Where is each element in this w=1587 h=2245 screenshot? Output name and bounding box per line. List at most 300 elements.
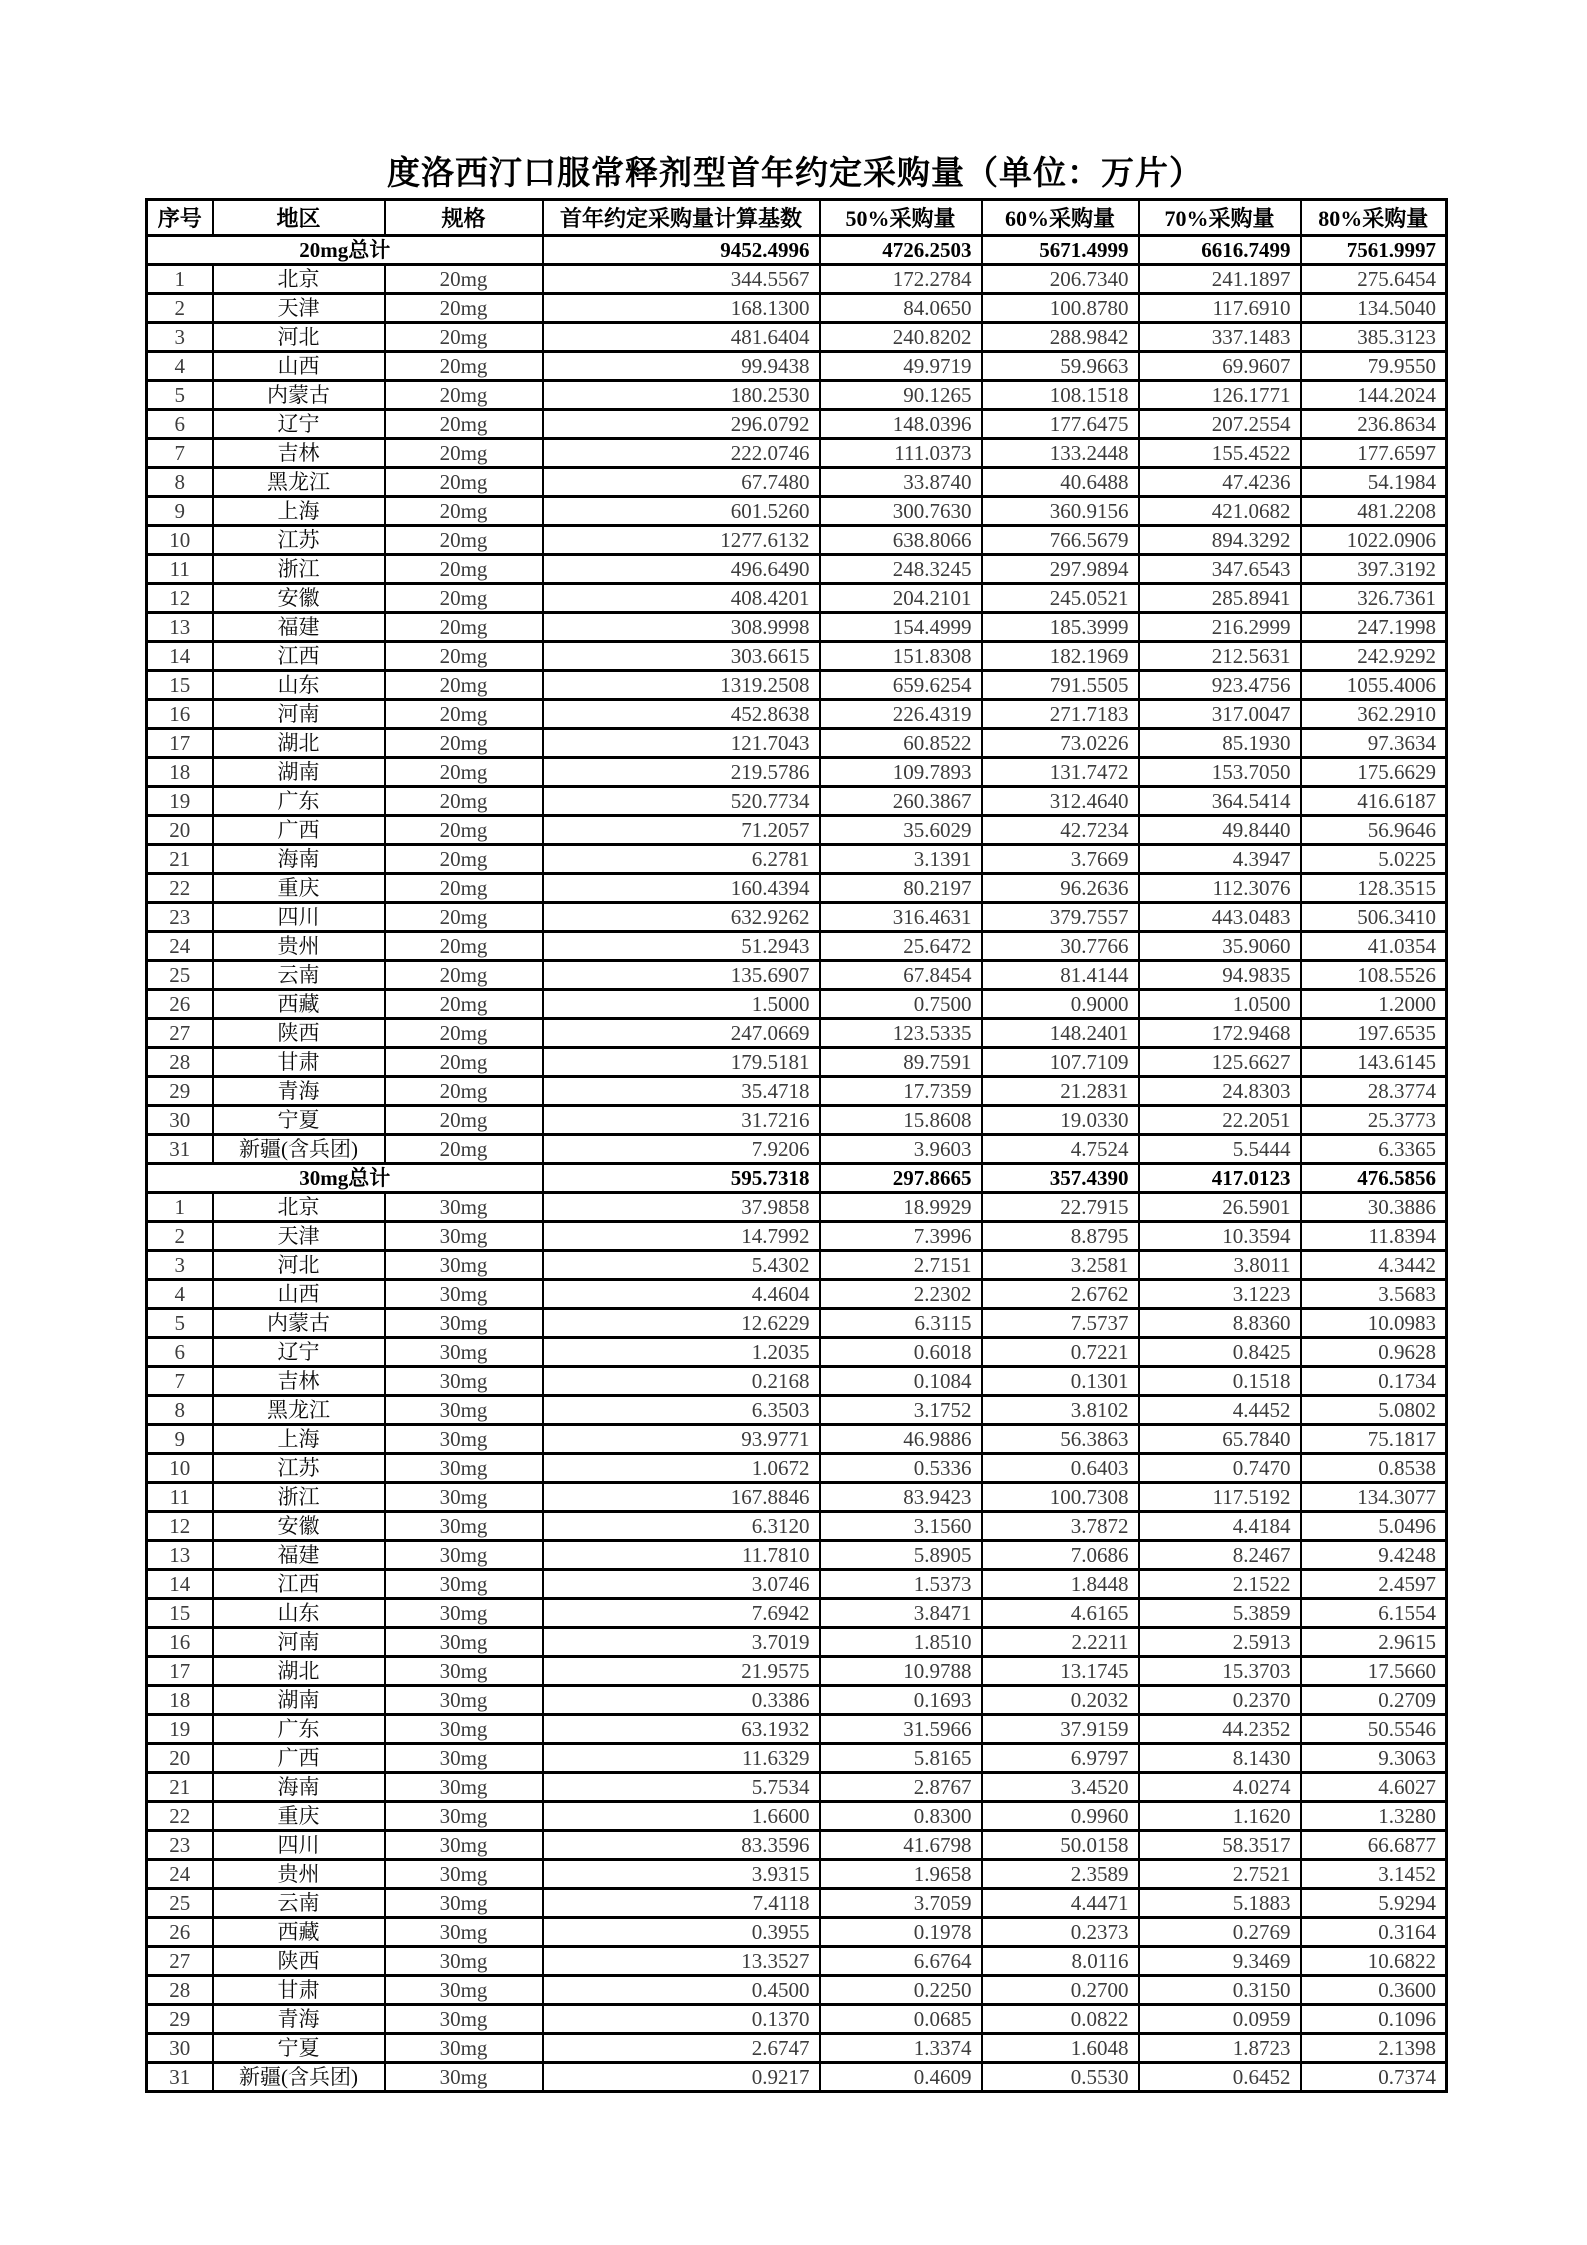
- row-number-cell: 5: [147, 381, 213, 410]
- value-cell: 12.6229: [543, 1309, 820, 1338]
- region-cell: 安徽: [213, 584, 385, 613]
- table-row: [147, 265, 1447, 294]
- value-cell: 443.0483: [1139, 903, 1301, 932]
- value-cell: 3.1752: [820, 1396, 982, 1425]
- value-cell: 18.9929: [820, 1193, 982, 1222]
- row-number-cell: 10: [147, 1454, 213, 1483]
- value-cell: 58.3517: [1139, 1831, 1301, 1860]
- value-cell: 44.2352: [1139, 1715, 1301, 1744]
- value-cell: 481.6404: [543, 323, 820, 352]
- value-cell: 206.7340: [982, 265, 1139, 294]
- value-cell: 4.4471: [982, 1889, 1139, 1918]
- region-cell: 陕西: [213, 1019, 385, 1048]
- row-number-cell: 20: [147, 816, 213, 845]
- row-number-cell: 21: [147, 845, 213, 874]
- value-cell: 6.3365: [1301, 1135, 1447, 1164]
- spec-cell: 30mg: [385, 1367, 543, 1396]
- value-cell: 5.3859: [1139, 1599, 1301, 1628]
- value-cell: 4.3947: [1139, 845, 1301, 874]
- spec-cell: 20mg: [385, 671, 543, 700]
- region-cell: 河北: [213, 1251, 385, 1280]
- value-cell: 22.7915: [982, 1193, 1139, 1222]
- spec-cell: 30mg: [385, 1744, 543, 1773]
- row-number-cell: 18: [147, 1686, 213, 1715]
- value-cell: 1.9658: [820, 1860, 982, 1889]
- value-cell: 0.2032: [982, 1686, 1139, 1715]
- value-cell: 1.0500: [1139, 990, 1301, 1019]
- spec-cell: 20mg: [385, 265, 543, 294]
- section-total-value: 4726.2503: [820, 236, 982, 265]
- value-cell: 216.2999: [1139, 613, 1301, 642]
- value-cell: 2.5913: [1139, 1628, 1301, 1657]
- row-number-cell: 25: [147, 961, 213, 990]
- value-cell: 54.1984: [1301, 468, 1447, 497]
- value-cell: 632.9262: [543, 903, 820, 932]
- value-cell: 83.3596: [543, 1831, 820, 1860]
- row-number-cell: 2: [147, 294, 213, 323]
- section-total-row: [147, 1164, 1447, 1193]
- region-cell: 湖南: [213, 758, 385, 787]
- spec-cell: 30mg: [385, 1628, 543, 1657]
- value-cell: 212.5631: [1139, 642, 1301, 671]
- value-cell: 2.6762: [982, 1280, 1139, 1309]
- value-cell: 107.7109: [982, 1048, 1139, 1077]
- table-row: [147, 468, 1447, 497]
- value-cell: 0.2250: [820, 1976, 982, 2005]
- procurement-table: [145, 198, 1448, 2093]
- value-cell: 6.3503: [543, 1396, 820, 1425]
- value-cell: 35.6029: [820, 816, 982, 845]
- table-row: [147, 2063, 1447, 2092]
- value-cell: 5.0496: [1301, 1512, 1447, 1541]
- table-row: [147, 555, 1447, 584]
- value-cell: 0.1978: [820, 1918, 982, 1947]
- value-cell: 0.4500: [543, 1976, 820, 2005]
- region-cell: 山西: [213, 352, 385, 381]
- value-cell: 81.4144: [982, 961, 1139, 990]
- value-cell: 60.8522: [820, 729, 982, 758]
- value-cell: 14.7992: [543, 1222, 820, 1251]
- value-cell: 408.4201: [543, 584, 820, 613]
- row-number-cell: 4: [147, 352, 213, 381]
- value-cell: 67.8454: [820, 961, 982, 990]
- region-cell: 湖南: [213, 1686, 385, 1715]
- row-number-cell: 3: [147, 323, 213, 352]
- value-cell: 3.1452: [1301, 1860, 1447, 1889]
- value-cell: 1.6600: [543, 1802, 820, 1831]
- region-cell: 重庆: [213, 874, 385, 903]
- table-row: [147, 1773, 1447, 1802]
- value-cell: 236.8634: [1301, 410, 1447, 439]
- spec-cell: 20mg: [385, 758, 543, 787]
- col-header-80pct: 80%采购量: [1301, 200, 1447, 236]
- row-number-cell: 31: [147, 2063, 213, 2092]
- row-number-cell: 31: [147, 1135, 213, 1164]
- table-row: [147, 526, 1447, 555]
- value-cell: 24.8303: [1139, 1077, 1301, 1106]
- value-cell: 222.0746: [543, 439, 820, 468]
- value-cell: 135.6907: [543, 961, 820, 990]
- region-cell: 山西: [213, 1280, 385, 1309]
- value-cell: 11.7810: [543, 1541, 820, 1570]
- table-row: [147, 2034, 1447, 2063]
- value-cell: 8.1430: [1139, 1744, 1301, 1773]
- row-number-cell: 13: [147, 1541, 213, 1570]
- table-row: [147, 1367, 1447, 1396]
- value-cell: 6.1554: [1301, 1599, 1447, 1628]
- value-cell: 2.7521: [1139, 1860, 1301, 1889]
- region-cell: 北京: [213, 265, 385, 294]
- value-cell: 0.1370: [543, 2005, 820, 2034]
- spec-cell: 20mg: [385, 729, 543, 758]
- row-number-cell: 5: [147, 1309, 213, 1338]
- value-cell: 10.9788: [820, 1657, 982, 1686]
- value-cell: 2.4597: [1301, 1570, 1447, 1599]
- value-cell: 47.4236: [1139, 468, 1301, 497]
- spec-cell: 30mg: [385, 1280, 543, 1309]
- spec-cell: 30mg: [385, 1541, 543, 1570]
- value-cell: 638.8066: [820, 526, 982, 555]
- row-number-cell: 19: [147, 1715, 213, 1744]
- value-cell: 0.8425: [1139, 1338, 1301, 1367]
- spec-cell: 30mg: [385, 1425, 543, 1454]
- region-cell: 广西: [213, 1744, 385, 1773]
- value-cell: 1.8448: [982, 1570, 1139, 1599]
- spec-cell: 20mg: [385, 439, 543, 468]
- value-cell: 126.1771: [1139, 381, 1301, 410]
- table-row: [147, 990, 1447, 1019]
- value-cell: 5.1883: [1139, 1889, 1301, 1918]
- value-cell: 0.0822: [982, 2005, 1139, 2034]
- region-cell: 河南: [213, 700, 385, 729]
- value-cell: 5.5444: [1139, 1135, 1301, 1164]
- table-row: [147, 671, 1447, 700]
- page-title: 度洛西汀口服常释剂型首年约定采购量（单位：万片）: [387, 156, 1203, 192]
- section-total-value: 5671.4999: [982, 236, 1139, 265]
- value-cell: 7.4118: [543, 1889, 820, 1918]
- value-cell: 41.0354: [1301, 932, 1447, 961]
- spec-cell: 30mg: [385, 1251, 543, 1280]
- table-row: [147, 439, 1447, 468]
- value-cell: 219.5786: [543, 758, 820, 787]
- value-cell: 63.1932: [543, 1715, 820, 1744]
- value-cell: 0.8300: [820, 1802, 982, 1831]
- row-number-cell: 4: [147, 1280, 213, 1309]
- spec-cell: 20mg: [385, 874, 543, 903]
- value-cell: 0.7221: [982, 1338, 1139, 1367]
- spec-cell: 30mg: [385, 2005, 543, 2034]
- value-cell: 10.3594: [1139, 1222, 1301, 1251]
- value-cell: 5.0802: [1301, 1396, 1447, 1425]
- value-cell: 240.8202: [820, 323, 982, 352]
- value-cell: 3.1391: [820, 845, 982, 874]
- value-cell: 7.0686: [982, 1541, 1139, 1570]
- value-cell: 42.7234: [982, 816, 1139, 845]
- value-cell: 7.5737: [982, 1309, 1139, 1338]
- value-cell: 3.0746: [543, 1570, 820, 1599]
- value-cell: 0.1084: [820, 1367, 982, 1396]
- section-total-value: 476.5856: [1301, 1164, 1447, 1193]
- table-row: [147, 1599, 1447, 1628]
- value-cell: 133.2448: [982, 439, 1139, 468]
- section-total-value: 357.4390: [982, 1164, 1139, 1193]
- value-cell: 59.9663: [982, 352, 1139, 381]
- spec-cell: 30mg: [385, 1193, 543, 1222]
- value-cell: 506.3410: [1301, 903, 1447, 932]
- value-cell: 49.8440: [1139, 816, 1301, 845]
- table-row: [147, 1860, 1447, 1889]
- value-cell: 4.7524: [982, 1135, 1139, 1164]
- row-number-cell: 23: [147, 903, 213, 932]
- row-number-cell: 16: [147, 700, 213, 729]
- value-cell: 326.7361: [1301, 584, 1447, 613]
- value-cell: 5.7534: [543, 1773, 820, 1802]
- region-cell: 浙江: [213, 1483, 385, 1512]
- region-cell: 江西: [213, 1570, 385, 1599]
- value-cell: 180.2530: [543, 381, 820, 410]
- spec-cell: 20mg: [385, 932, 543, 961]
- row-number-cell: 6: [147, 410, 213, 439]
- table-row: [147, 1048, 1447, 1077]
- value-cell: 1.3280: [1301, 1802, 1447, 1831]
- region-cell: 西藏: [213, 990, 385, 1019]
- value-cell: 93.9771: [543, 1425, 820, 1454]
- table-row: [147, 758, 1447, 787]
- spec-cell: 30mg: [385, 1889, 543, 1918]
- region-cell: 四川: [213, 903, 385, 932]
- value-cell: 35.4718: [543, 1077, 820, 1106]
- col-header-region: 地区: [213, 200, 385, 236]
- value-cell: 13.1745: [982, 1657, 1139, 1686]
- value-cell: 347.6543: [1139, 555, 1301, 584]
- value-cell: 89.7591: [820, 1048, 982, 1077]
- region-cell: 海南: [213, 1773, 385, 1802]
- section-total-value: 297.8665: [820, 1164, 982, 1193]
- value-cell: 182.1969: [982, 642, 1139, 671]
- value-cell: 117.5192: [1139, 1483, 1301, 1512]
- col-header-spec: 规格: [385, 200, 543, 236]
- value-cell: 134.3077: [1301, 1483, 1447, 1512]
- spec-cell: 20mg: [385, 555, 543, 584]
- value-cell: 4.6165: [982, 1599, 1139, 1628]
- value-cell: 19.0330: [982, 1106, 1139, 1135]
- spec-cell: 20mg: [385, 700, 543, 729]
- table-row: [147, 1976, 1447, 2005]
- region-cell: 宁夏: [213, 1106, 385, 1135]
- row-number-cell: 10: [147, 526, 213, 555]
- value-cell: 0.3386: [543, 1686, 820, 1715]
- spec-cell: 30mg: [385, 1599, 543, 1628]
- value-cell: 5.9294: [1301, 1889, 1447, 1918]
- col-header-70pct: 70%采购量: [1139, 200, 1301, 236]
- value-cell: 766.5679: [982, 526, 1139, 555]
- value-cell: 2.7151: [820, 1251, 982, 1280]
- region-cell: 贵州: [213, 1860, 385, 1889]
- row-number-cell: 1: [147, 1193, 213, 1222]
- value-cell: 22.2051: [1139, 1106, 1301, 1135]
- region-cell: 辽宁: [213, 410, 385, 439]
- value-cell: 0.9628: [1301, 1338, 1447, 1367]
- value-cell: 30.3886: [1301, 1193, 1447, 1222]
- value-cell: 131.7472: [982, 758, 1139, 787]
- table-row: [147, 1425, 1447, 1454]
- row-number-cell: 28: [147, 1048, 213, 1077]
- region-cell: 天津: [213, 294, 385, 323]
- value-cell: 0.1518: [1139, 1367, 1301, 1396]
- value-cell: 0.3955: [543, 1918, 820, 1947]
- value-cell: 344.5567: [543, 265, 820, 294]
- value-cell: 11.6329: [543, 1744, 820, 1773]
- spec-cell: 30mg: [385, 2034, 543, 2063]
- table-row: [147, 1918, 1447, 1947]
- value-cell: 134.5040: [1301, 294, 1447, 323]
- region-cell: 吉林: [213, 439, 385, 468]
- value-cell: 0.1301: [982, 1367, 1139, 1396]
- row-number-cell: 7: [147, 1367, 213, 1396]
- table-row: [147, 874, 1447, 903]
- value-cell: 123.5335: [820, 1019, 982, 1048]
- spec-cell: 30mg: [385, 1918, 543, 1947]
- value-cell: 2.2211: [982, 1628, 1139, 1657]
- value-cell: 108.1518: [982, 381, 1139, 410]
- value-cell: 0.0685: [820, 2005, 982, 2034]
- region-cell: 内蒙古: [213, 381, 385, 410]
- row-number-cell: 21: [147, 1773, 213, 1802]
- region-cell: 四川: [213, 1831, 385, 1860]
- table-row: [147, 1715, 1447, 1744]
- value-cell: 1.8510: [820, 1628, 982, 1657]
- value-cell: 177.6475: [982, 410, 1139, 439]
- value-cell: 4.4184: [1139, 1512, 1301, 1541]
- value-cell: 241.1897: [1139, 265, 1301, 294]
- region-cell: 湖北: [213, 729, 385, 758]
- row-number-cell: 25: [147, 1889, 213, 1918]
- value-cell: 791.5505: [982, 671, 1139, 700]
- value-cell: 4.6027: [1301, 1773, 1447, 1802]
- table-row: [147, 1512, 1447, 1541]
- row-number-cell: 22: [147, 1802, 213, 1831]
- spec-cell: 30mg: [385, 1686, 543, 1715]
- value-cell: 1.8723: [1139, 2034, 1301, 2063]
- region-cell: 新疆(含兵团): [213, 2063, 385, 2092]
- value-cell: 1.6048: [982, 2034, 1139, 2063]
- value-cell: 96.2636: [982, 874, 1139, 903]
- value-cell: 3.9603: [820, 1135, 982, 1164]
- value-cell: 13.3527: [543, 1947, 820, 1976]
- region-cell: 海南: [213, 845, 385, 874]
- region-cell: 内蒙古: [213, 1309, 385, 1338]
- value-cell: 125.6627: [1139, 1048, 1301, 1077]
- value-cell: 31.5966: [820, 1715, 982, 1744]
- value-cell: 6.9797: [982, 1744, 1139, 1773]
- region-cell: 甘肃: [213, 1048, 385, 1077]
- value-cell: 4.3442: [1301, 1251, 1447, 1280]
- row-number-cell: 9: [147, 1425, 213, 1454]
- value-cell: 50.5546: [1301, 1715, 1447, 1744]
- value-cell: 121.7043: [543, 729, 820, 758]
- table-row: [147, 700, 1447, 729]
- table-row: [147, 1744, 1447, 1773]
- value-cell: 1055.4006: [1301, 671, 1447, 700]
- value-cell: 300.7630: [820, 497, 982, 526]
- value-cell: 4.4604: [543, 1280, 820, 1309]
- col-header-no: 序号: [147, 200, 213, 236]
- spec-cell: 30mg: [385, 1309, 543, 1338]
- value-cell: 364.5414: [1139, 787, 1301, 816]
- row-number-cell: 7: [147, 439, 213, 468]
- value-cell: 21.9575: [543, 1657, 820, 1686]
- value-cell: 0.6018: [820, 1338, 982, 1367]
- value-cell: 5.8165: [820, 1744, 982, 1773]
- row-number-cell: 26: [147, 1918, 213, 1947]
- value-cell: 2.3589: [982, 1860, 1139, 1889]
- value-cell: 0.8538: [1301, 1454, 1447, 1483]
- value-cell: 3.8102: [982, 1396, 1139, 1425]
- row-number-cell: 27: [147, 1947, 213, 1976]
- value-cell: 46.9886: [820, 1425, 982, 1454]
- region-cell: 甘肃: [213, 1976, 385, 2005]
- value-cell: 73.0226: [982, 729, 1139, 758]
- value-cell: 3.9315: [543, 1860, 820, 1889]
- row-number-cell: 17: [147, 729, 213, 758]
- row-number-cell: 6: [147, 1338, 213, 1367]
- spec-cell: 20mg: [385, 787, 543, 816]
- table-row: [147, 1570, 1447, 1599]
- table-row: [147, 1251, 1447, 1280]
- value-cell: 3.4520: [982, 1773, 1139, 1802]
- region-cell: 河南: [213, 1628, 385, 1657]
- value-cell: 5.8905: [820, 1541, 982, 1570]
- value-cell: 30.7766: [982, 932, 1139, 961]
- value-cell: 1319.2508: [543, 671, 820, 700]
- value-cell: 894.3292: [1139, 526, 1301, 555]
- value-cell: 601.5260: [543, 497, 820, 526]
- value-cell: 416.6187: [1301, 787, 1447, 816]
- value-cell: 0.6403: [982, 1454, 1139, 1483]
- value-cell: 160.4394: [543, 874, 820, 903]
- spec-cell: 30mg: [385, 1338, 543, 1367]
- spec-cell: 30mg: [385, 2063, 543, 2092]
- spec-cell: 20mg: [385, 584, 543, 613]
- table-row: [147, 1454, 1447, 1483]
- value-cell: 8.0116: [982, 1947, 1139, 1976]
- spec-cell: 20mg: [385, 323, 543, 352]
- value-cell: 297.9894: [982, 555, 1139, 584]
- row-number-cell: 23: [147, 1831, 213, 1860]
- row-number-cell: 29: [147, 2005, 213, 2034]
- value-cell: 3.7872: [982, 1512, 1139, 1541]
- value-cell: 26.5901: [1139, 1193, 1301, 1222]
- section-total-value: 6616.7499: [1139, 236, 1301, 265]
- value-cell: 154.4999: [820, 613, 982, 642]
- table-row: [147, 729, 1447, 758]
- region-cell: 广东: [213, 787, 385, 816]
- table-row: [147, 410, 1447, 439]
- region-cell: 宁夏: [213, 2034, 385, 2063]
- table-row: [147, 1483, 1447, 1512]
- section-total-row: [147, 236, 1447, 265]
- value-cell: 175.6629: [1301, 758, 1447, 787]
- table-row: [147, 1541, 1447, 1570]
- value-cell: 1.1620: [1139, 1802, 1301, 1831]
- spec-cell: 30mg: [385, 1947, 543, 1976]
- row-number-cell: 24: [147, 932, 213, 961]
- value-cell: 49.9719: [820, 352, 982, 381]
- spec-cell: 20mg: [385, 816, 543, 845]
- value-cell: 397.3192: [1301, 555, 1447, 584]
- table-row: [147, 1396, 1447, 1425]
- row-number-cell: 16: [147, 1628, 213, 1657]
